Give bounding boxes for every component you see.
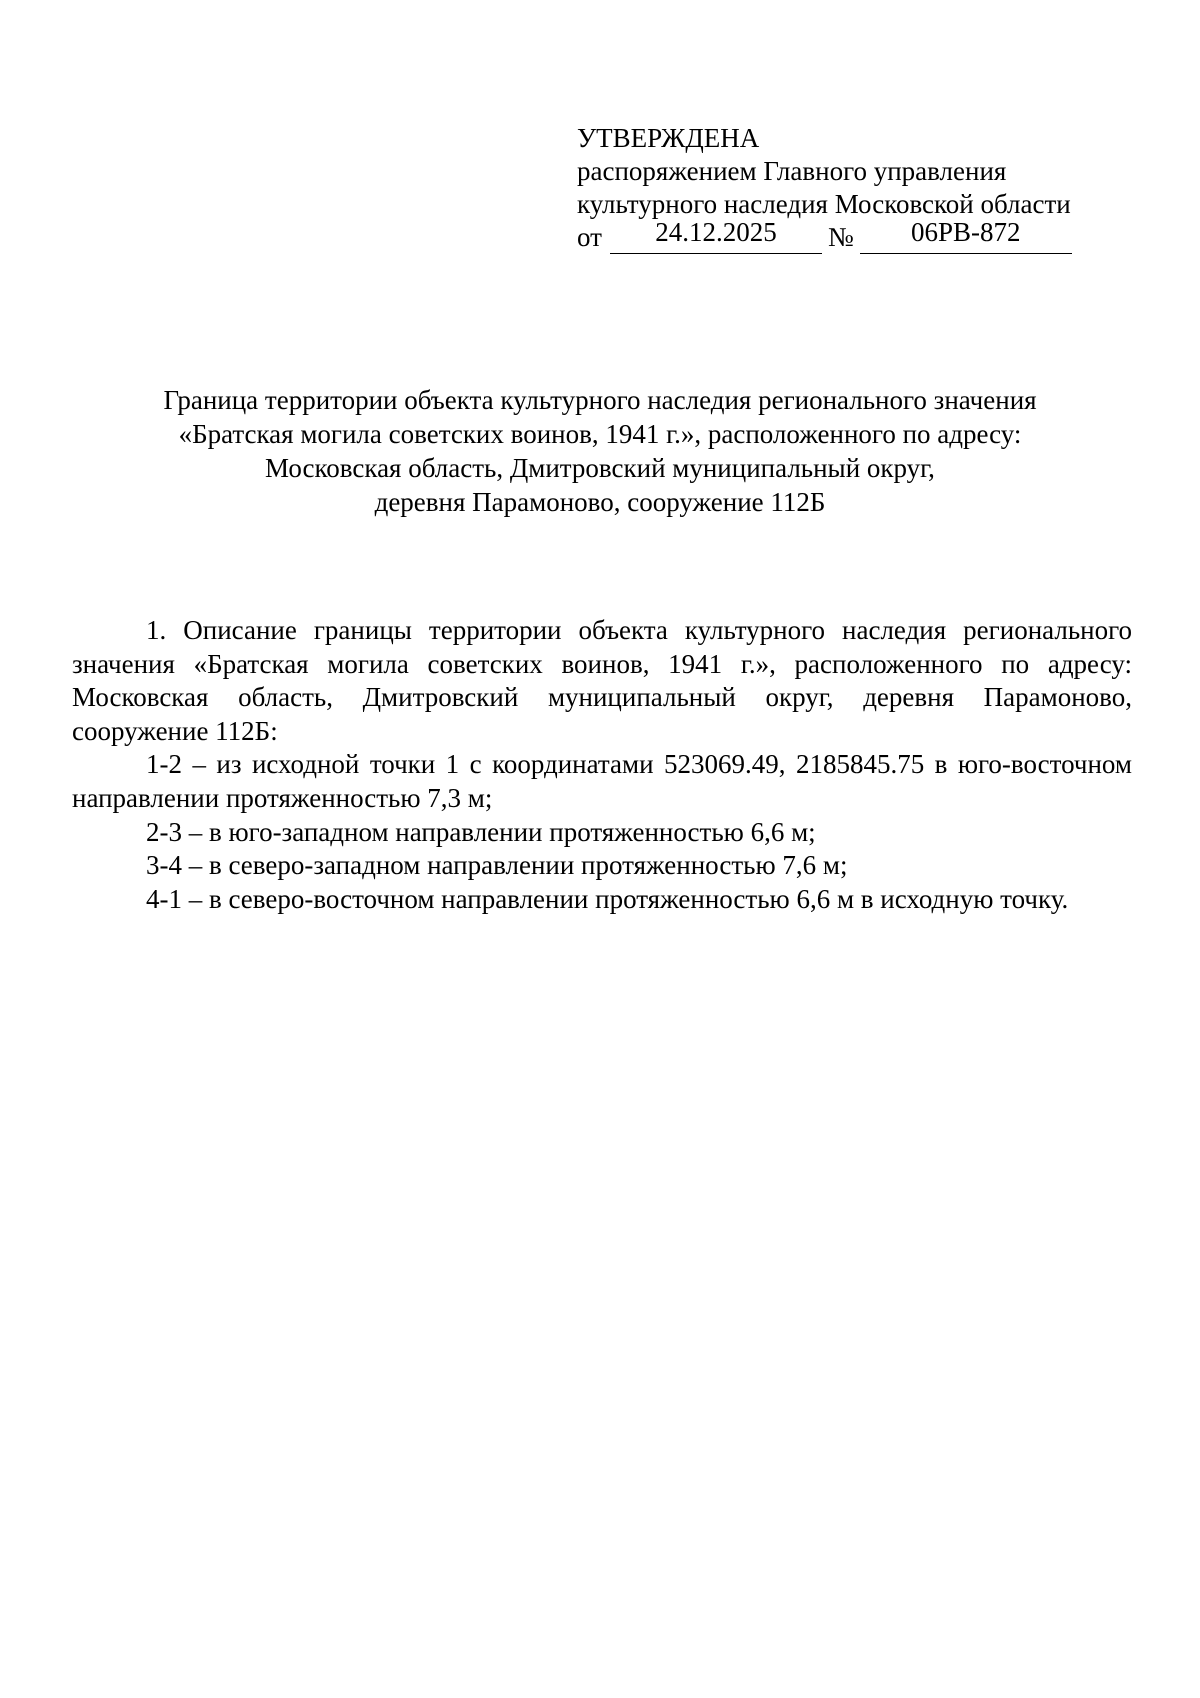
title-line-2: «Братская могила советских воинов, 1941 г.», расположенного по адресу: [178, 419, 1022, 449]
date-field [610, 217, 822, 254]
document-body [72, 614, 1132, 916]
boundary-description-intro: 1. Описание границы территории объекта культурного наследия регионального значения «Братская могила советских воинов, 1941 г.», расположенного по адресу: Московская область, Дмитровский муниципальный округ, деревня Парамоново, сооружение 112Б: [72, 615, 1132, 746]
boundary-segment-3-4: 3-4 – в северо-западном направлении протяженностью 7,6 м; [146, 850, 848, 881]
approval-title: УТВЕРЖДЕНА [577, 123, 760, 153]
boundary-segment-1-2: 1-2 – из исходной точки 1 с координатами 523069.49, 2185845.75 в юго-восточном направлении протяженностью 7,3 м; [72, 749, 1132, 813]
from-label: от [577, 222, 602, 252]
approval-date-number-line [577, 217, 1097, 254]
title-line-4: деревня Парамоново, сооружение 112Б [374, 487, 826, 517]
approval-block [577, 122, 1097, 254]
approval-line-2: культурного наследия Московской области [577, 189, 1071, 219]
boundary-segment-2-3: 2-3 – в юго-западном направлении протяженностью 6,6 м; [146, 816, 816, 847]
approval-number: 06РВ-872 [910, 217, 1021, 247]
number-sign: № [827, 222, 854, 252]
title-line-3: Московская область, Дмитровский муниципальный округ, [265, 453, 935, 483]
document-title [60, 383, 1140, 519]
boundary-segment-4-1: 4-1 – в северо-восточном направлении протяженностью 6,6 м в исходную точку. [146, 883, 1069, 914]
title-line-1: Граница территории объекта культурного наследия регионального значения [163, 385, 1037, 415]
number-field [860, 217, 1072, 254]
approval-line-1: распоряжением Главного управления [577, 156, 1007, 186]
approval-date: 24.12.2025 [655, 217, 777, 247]
